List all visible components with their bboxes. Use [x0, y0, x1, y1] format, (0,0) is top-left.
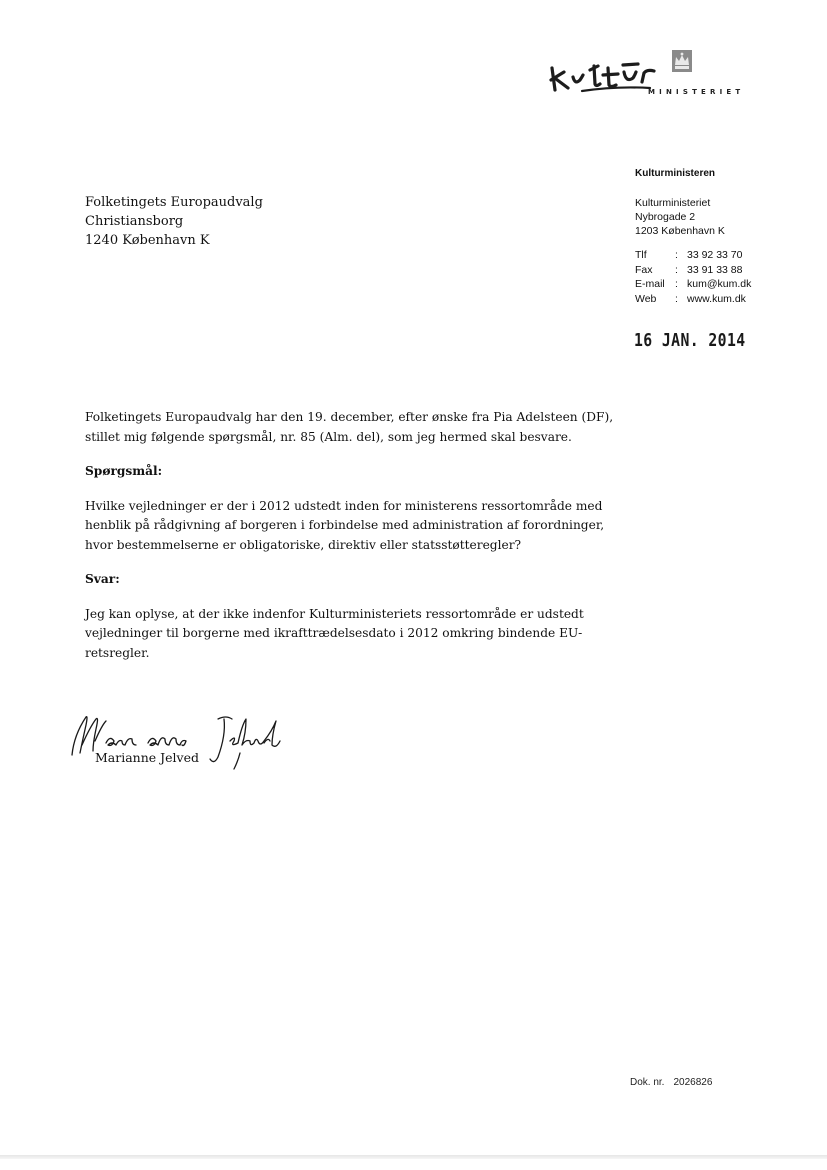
letter-body	[85, 408, 625, 678]
date-stamp: 16 JAN. 2014	[634, 330, 746, 351]
crown-icon	[672, 50, 692, 72]
sender-block	[635, 167, 751, 306]
contact-list	[635, 248, 751, 306]
contact-label-fax: Fax	[635, 263, 653, 276]
recipient-line-1: Folketingets Europaudvalg	[85, 195, 263, 210]
answer-paragraph: Jeg kan oplyse, at der ikke indenfor Kulturministeriets ressortområde er udstedt vejledninger til borgerne med ikrafttrædelsesdato i 2012 omkring bindende EU-retsregler.	[85, 606, 584, 660]
sender-city: 1203 København K	[635, 225, 725, 237]
question-paragraph: Hvilke vejledninger er der i 2012 udstedt inden for ministerens ressortområde med henblik på rådgivning af borgeren i forbindelse med administration af forordninger, hvor bestemmelserne er obligatoriske, direktiv eller statsstøtteregler?	[85, 498, 605, 552]
contact-value-phone: 33 92 33 70	[687, 249, 743, 261]
sender-organisation: Kulturministeriet	[635, 197, 711, 209]
recipient-address	[85, 193, 263, 250]
recipient-line-3: 1240 København K	[85, 233, 210, 248]
contact-label-email: E-mail	[635, 278, 665, 290]
recipient-line-2: Christiansborg	[85, 214, 184, 229]
contact-separator: :	[675, 278, 678, 290]
contact-value-web: www.kum.dk	[687, 292, 746, 305]
document-number-value: 2026826	[673, 1077, 713, 1088]
contact-separator: :	[675, 249, 678, 261]
logo-subtitle: MINISTERIET	[648, 88, 745, 96]
contact-label-phone: Tlf	[635, 249, 647, 261]
question-heading: Spørgsmål:	[85, 464, 163, 478]
contact-separator: :	[675, 292, 678, 305]
signatory-name: Marianne Jelved	[95, 750, 200, 765]
sender-title: Kulturministeren	[635, 168, 716, 179]
intro-paragraph: Folketingets Europaudvalg har den 19. december, efter ønske fra Pia Adelsteen (DF), stillet mig følgende spørgsmål, nr. 85 (Alm. del), som jeg hermed skal besvare.	[85, 410, 614, 444]
answer-heading: Svar:	[85, 572, 120, 586]
contact-label-web: Web	[635, 292, 657, 305]
contact-value-fax: 33 91 33 88	[687, 263, 743, 276]
contact-separator: :	[675, 263, 678, 276]
ministry-logo	[546, 48, 745, 104]
document-number-label: Dok. nr.	[630, 1077, 665, 1088]
document-number	[630, 1077, 712, 1088]
contact-value-email: kum@kum.dk	[687, 278, 752, 290]
sender-street: Nybrogade 2	[635, 211, 696, 223]
page-bottom-edge	[0, 1155, 827, 1159]
